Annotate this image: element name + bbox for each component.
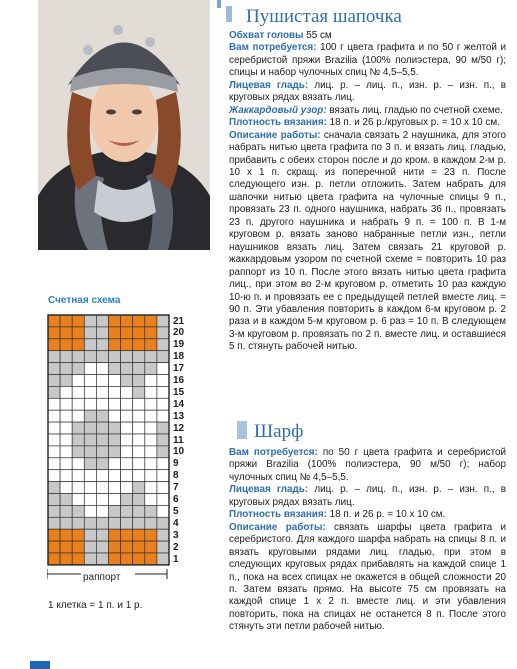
- chart-cell: [48, 363, 60, 375]
- chart-cell: [84, 339, 96, 351]
- chart-cell: [96, 494, 108, 506]
- chart-cell: [48, 505, 60, 517]
- chart-cell: [72, 446, 84, 458]
- hat-title: Пушистая шапочка: [246, 6, 402, 27]
- chart-cell: [48, 541, 60, 553]
- chart-cell: [96, 339, 108, 351]
- chart-cell: [84, 398, 96, 410]
- chart-cell: [48, 410, 60, 422]
- hat-paragraph-text: 100 г цвета графита и по 50 г желтой и серебристой пряжи Brazilia (100% полиэстера, 90 м/50 г); спицы и набор чулочных спиц № 4,5–5,5.: [229, 42, 507, 79]
- chart-row-number: 1: [173, 553, 179, 565]
- chart-cell: [84, 375, 96, 387]
- chart-cell: [60, 410, 72, 422]
- chart-cell: [109, 529, 121, 541]
- chart-cell: [84, 363, 96, 375]
- chart-cell: [84, 494, 96, 506]
- chart-cell: [121, 315, 133, 327]
- chart-cell: [121, 434, 133, 446]
- chart-cell: [109, 327, 121, 339]
- chart-cell: [72, 386, 84, 398]
- chart-cell: [60, 529, 72, 541]
- chart-row-number: 10: [173, 446, 185, 458]
- chart-cell: [133, 458, 145, 470]
- scarf-title-accent: [237, 421, 247, 439]
- chart-cell: [96, 505, 108, 517]
- chart-cell: [157, 494, 169, 506]
- chart-cell: [157, 327, 169, 339]
- chart-cell: [109, 434, 121, 446]
- chart-cell: [84, 458, 96, 470]
- chart-cell: [48, 315, 60, 327]
- chart-cell: [60, 434, 72, 446]
- chart-cell: [96, 529, 108, 541]
- chart-cell: [133, 553, 145, 565]
- chart-cell: [60, 386, 72, 398]
- chart-cell: [84, 529, 96, 541]
- chart-cell: [72, 410, 84, 422]
- chart-cell: [157, 470, 169, 482]
- chart-cell: [133, 339, 145, 351]
- chart-cell: [96, 541, 108, 553]
- chart-cell: [145, 386, 157, 398]
- chart-cell: [48, 422, 60, 434]
- chart-cell: [145, 339, 157, 351]
- chart-cell: [157, 386, 169, 398]
- chart-cell: [109, 517, 121, 529]
- chart-cell: [84, 482, 96, 494]
- chart-cell: [145, 363, 157, 375]
- chart-cell: [133, 517, 145, 529]
- chart-cell: [72, 505, 84, 517]
- chart-cell: [145, 327, 157, 339]
- chart-cell: [84, 327, 96, 339]
- chart-cell: [96, 470, 108, 482]
- chart-cell: [121, 482, 133, 494]
- chart-cell: [109, 315, 121, 327]
- chart-cell: [84, 446, 96, 458]
- hat-paragraph-label: Обхват головы: [229, 30, 304, 41]
- hat-paragraph-label: Плотность вязания:: [229, 117, 327, 129]
- chart-cell: [60, 458, 72, 470]
- chart-cell: [109, 422, 121, 434]
- chart-cell: [84, 470, 96, 482]
- chart-row-number: 19: [173, 339, 185, 351]
- chart-cell: [145, 529, 157, 541]
- chart-cell: [60, 505, 72, 517]
- chart-cell: [72, 363, 84, 375]
- chart-cell: [72, 553, 84, 565]
- scarf-paragraph-label: Плотность вязания:: [229, 509, 327, 521]
- chart-cell: [157, 422, 169, 434]
- chart-cell: [133, 351, 145, 363]
- chart-cell: [72, 398, 84, 410]
- chart-cell: [96, 375, 108, 387]
- chart-cell: [121, 553, 133, 565]
- chart-cell: [121, 351, 133, 363]
- hat-paragraph: [229, 80, 506, 105]
- chart-cell: [48, 529, 60, 541]
- chart-cell: [133, 470, 145, 482]
- chart-cell: [157, 482, 169, 494]
- chart-cell: [60, 327, 72, 339]
- chart-cell: [96, 315, 108, 327]
- scarf-paragraph-text: по 50 г цвета графита и серебристой пряжи Brazilia (100% полиэстера, 90 м/50 г); набор чулочных спиц № 4,5–5,5.: [229, 447, 506, 483]
- chart-cell: [96, 446, 108, 458]
- hat-paragraph-label: Лицевая гладь:: [229, 79, 309, 91]
- chart-cell: [48, 470, 60, 482]
- chart-cell: [121, 398, 133, 410]
- chart-cell: [157, 458, 169, 470]
- chart-cell: [96, 517, 108, 529]
- chart-cell: [109, 446, 121, 458]
- scarf-paragraph: [229, 447, 506, 484]
- hat-paragraph: [229, 117, 506, 129]
- chart-cell: [48, 327, 60, 339]
- chart-cell: [145, 505, 157, 517]
- chart-cell: [109, 482, 121, 494]
- chart-cell: [145, 470, 157, 482]
- hat-paragraph: [229, 42, 506, 79]
- hat-paragraph-text: 55 см: [303, 30, 332, 41]
- chart-cell: [133, 505, 145, 517]
- chart-row-number: 5: [173, 505, 179, 517]
- hat-paragraph-label: Описание работы:: [229, 129, 321, 141]
- chart-cell: [145, 446, 157, 458]
- chart-cell: [96, 422, 108, 434]
- hat-paragraph: [229, 30, 506, 42]
- chart-cell: [72, 458, 84, 470]
- chart-cell: [48, 339, 60, 351]
- chart-cell: [157, 398, 169, 410]
- chart-cell: [157, 410, 169, 422]
- scarf-paragraph-label: Лицевая гладь:: [229, 484, 309, 496]
- chart-cell: [145, 398, 157, 410]
- chart-row-number: 11: [173, 434, 184, 446]
- chart-cell: [84, 315, 96, 327]
- chart-cell: [72, 494, 84, 506]
- chart-cell: [48, 375, 60, 387]
- chart-cell: [60, 446, 72, 458]
- chart-cell: [157, 375, 169, 387]
- hat-paragraph: [229, 105, 506, 117]
- hat-instructions: [229, 30, 506, 354]
- chart-cell: [96, 351, 108, 363]
- chart-cell: [121, 375, 133, 387]
- chart-cell: [72, 541, 84, 553]
- scarf-paragraph-text: лиц. р. – лиц. п., изн. р. – изн. п., в круговых рядах вязать лиц.: [229, 484, 506, 508]
- chart-cell: [121, 422, 133, 434]
- chart-cell: [121, 529, 133, 541]
- chart-cell: [121, 327, 133, 339]
- chart-cell: [60, 351, 72, 363]
- chart-cell: [133, 410, 145, 422]
- chart-row-number: 20: [173, 327, 185, 339]
- chart-cell: [84, 553, 96, 565]
- chart-cell: [109, 363, 121, 375]
- hat-paragraph-text: 18 п. и 26 р./круговых р. = 10 х 10 см.: [326, 117, 500, 129]
- chart-cell: [157, 339, 169, 351]
- chart-cell: [60, 482, 72, 494]
- chart-cell: [72, 482, 84, 494]
- chart-cell: [48, 458, 60, 470]
- chart-cell: [72, 434, 84, 446]
- chart-cell: [145, 553, 157, 565]
- chart-cell: [157, 363, 169, 375]
- chart-cell: [157, 553, 169, 565]
- chart-cell: [145, 351, 157, 363]
- scarf-paragraph-text: связать шарфы цвета графита и серебристого. Для каждого шарфа набрать на спицы 8 п. и вязать круговыми рядами лиц. гладью, при этом в следующих круговых рядах прибавлять на каждой спице 1 п., пока на всех спицах не окажется в общей сложности 20 п. Затем вязать прямо. На высоте 75 см провязать на каждой спице 1 х 2 п. вместе лиц. и эти убавления повторить, пока на спицах не останется 8 п. После этого стянуть эти петли рабочей нитью.: [229, 521, 507, 633]
- chart-cell: [157, 434, 169, 446]
- scarf-title: Шарф: [254, 421, 304, 442]
- chart-cell: [133, 422, 145, 434]
- chart-cell: [60, 517, 72, 529]
- chart-cell: [60, 315, 72, 327]
- page-marker: [217, 0, 221, 8]
- scarf-paragraph: [229, 509, 506, 521]
- chart-cell: [157, 541, 169, 553]
- chart-cell: [145, 494, 157, 506]
- chart-row-number: 14: [173, 398, 185, 410]
- chart-cell: [96, 363, 108, 375]
- chart-cell: [60, 398, 72, 410]
- chart-cell: [133, 363, 145, 375]
- chart-cell: [133, 494, 145, 506]
- chart-cell: [109, 470, 121, 482]
- chart-cell: [84, 410, 96, 422]
- chart-cell: [121, 446, 133, 458]
- hat-paragraph-label: Вам потребуется:: [229, 42, 317, 54]
- chart-cell: [133, 398, 145, 410]
- hat-paragraph-text: вязать лиц. гладью по счетной схеме.: [326, 104, 503, 116]
- chart-cell: [121, 541, 133, 553]
- chart-cell: [157, 315, 169, 327]
- chart-cell: [72, 529, 84, 541]
- chart-cell: [60, 541, 72, 553]
- chart-legend: 1 клетка = 1 п. и 1 р.: [48, 600, 143, 611]
- chart-cell: [157, 517, 169, 529]
- chart-cell: [72, 517, 84, 529]
- chart-cell: [145, 482, 157, 494]
- chart-cell: [96, 434, 108, 446]
- chart-cell: [133, 529, 145, 541]
- chart-cell: [145, 315, 157, 327]
- chart-cell: [157, 529, 169, 541]
- scarf-instructions: [229, 447, 506, 634]
- chart-cell: [121, 517, 133, 529]
- model-photo: [38, 0, 210, 250]
- chart-cell: [121, 410, 133, 422]
- scarf-paragraph: [229, 522, 506, 634]
- chart-cell: [48, 553, 60, 565]
- chart-row-number: 6: [173, 494, 179, 505]
- chart-cell: [121, 470, 133, 482]
- chart-cell: [121, 494, 133, 506]
- rapport-label: раппорт: [83, 572, 121, 583]
- chart-cell: [133, 375, 145, 387]
- chart-cell: [96, 386, 108, 398]
- chart-cell: [133, 315, 145, 327]
- hat-paragraph-label: Жаккардовый узор:: [229, 104, 327, 116]
- chart-row-number: 13: [173, 410, 185, 422]
- scarf-paragraph: [229, 484, 506, 509]
- chart-row-number: 21: [173, 315, 185, 327]
- chart-cell: [109, 410, 121, 422]
- chart-cell: [109, 541, 121, 553]
- chart-row-number: 7: [173, 482, 179, 494]
- chart-cell: [133, 434, 145, 446]
- page-corner-marker: [30, 661, 50, 669]
- chart-cell: [145, 375, 157, 387]
- chart-cell: [48, 517, 60, 529]
- chart-cell: [60, 422, 72, 434]
- chart-row-number: 15: [173, 386, 185, 398]
- chart-cell: [72, 470, 84, 482]
- chart-cell: [84, 434, 96, 446]
- hat-paragraph: [229, 130, 506, 354]
- woman-in-hat-image: [38, 0, 210, 250]
- chart-cell: [60, 470, 72, 482]
- chart-row-number: 8: [173, 470, 179, 482]
- chart-cell: [121, 363, 133, 375]
- chart-cell: [84, 517, 96, 529]
- chart-cell: [121, 386, 133, 398]
- scarf-paragraph-text: 18 п. и 26 р. = 10 х 10 см.: [326, 509, 446, 521]
- chart-cell: [109, 339, 121, 351]
- chart-cell: [48, 386, 60, 398]
- chart-cell: [72, 327, 84, 339]
- chart-cell: [109, 386, 121, 398]
- chart-cell: [109, 505, 121, 517]
- chart-row-number: 9: [173, 458, 179, 470]
- chart-cell: [157, 446, 169, 458]
- chart-cell: [72, 339, 84, 351]
- chart-row-number: 3: [173, 529, 179, 541]
- chart-row-number: 4: [173, 517, 179, 529]
- chart-cell: [109, 351, 121, 363]
- chart-cell: [48, 351, 60, 363]
- chart-cell: [145, 541, 157, 553]
- chart-cell: [72, 375, 84, 387]
- chart-cell: [60, 494, 72, 506]
- chart-cell: [96, 410, 108, 422]
- chart-cell: [145, 517, 157, 529]
- chart-cell: [60, 339, 72, 351]
- chart-cell: [72, 315, 84, 327]
- chart-cell: [145, 422, 157, 434]
- chart-cell: [72, 351, 84, 363]
- hat-paragraph-text: сначала связать 2 наушника, для этого набрать нитью цвета графита по 3 п. и вязать лиц. гладью, прибавить с обеих сторон после и до кром. в каждом 2-м р. 10 х 1 п. скращ. из поперечной нити = 23 п. После следующего изн. р. петли отложить. Затем набрать для шапочки нитью цвета графита на чулочные спицы 9 п., провязать 23 п. одного наушника, набрать 36 п., провязать 23 п. другого наушника и набрать 9 п. = 100 п. В 1-м круговом р. вязать заново набранные петли изн., петли наушников вязать лиц. Затем связать 21 круговой р. жаккардовым узором по счетной схеме = повторить 10 раз раппорт из 10 п. После этого вязать нитью цвета графита лиц., при этом во 2-м круговом р. отметить 10 раз каждую 10-ю п. и провязать ее с предыдущей петлей вместе лиц. = 90 п. Эти убавления повторить в каждом 6-м круговом р. 2 раза и в каждом 5-м круговом р. 6 раз = 10 п. В следующем 3-м круговом р. провязать по 2 п. вместе лиц. и оставшиеся 5 п. стянуть рабочей нитью.: [229, 129, 506, 353]
- chart-cell: [96, 398, 108, 410]
- chart-cell: [109, 494, 121, 506]
- chart-cell: [121, 458, 133, 470]
- chart-cell: [145, 434, 157, 446]
- chart-row-number: 2: [173, 541, 179, 553]
- hat-paragraph-text: лиц. р. – лиц. п., изн. р. – изн. п., в круговых рядах вязать лиц.: [229, 79, 506, 104]
- chart-cell: [48, 494, 60, 506]
- chart-cell: [48, 482, 60, 494]
- chart-title: Счетная схема: [48, 295, 121, 306]
- chart-cell: [84, 505, 96, 517]
- chart-cell: [109, 553, 121, 565]
- scarf-paragraph-label: Описание работы:: [229, 521, 326, 533]
- chart-cell: [109, 458, 121, 470]
- chart-cell: [96, 458, 108, 470]
- chart-cell: [60, 553, 72, 565]
- chart-cell: [145, 410, 157, 422]
- chart-cell: [96, 553, 108, 565]
- chart-cell: [133, 541, 145, 553]
- chart-cell: [84, 386, 96, 398]
- chart-cell: [145, 458, 157, 470]
- chart-row-number: 18: [173, 351, 185, 363]
- chart-cell: [48, 446, 60, 458]
- chart-cell: [133, 327, 145, 339]
- chart-cell: [109, 375, 121, 387]
- chart-cell: [133, 446, 145, 458]
- knitting-chart: [47, 314, 173, 566]
- chart-cell: [48, 434, 60, 446]
- chart-cell: [96, 327, 108, 339]
- chart-cell: [48, 398, 60, 410]
- chart-row-number: 16: [173, 375, 185, 386]
- chart-row-number: 17: [173, 363, 185, 375]
- chart-cell: [60, 375, 72, 387]
- chart-cell: [157, 505, 169, 517]
- chart-row-number: 12: [173, 422, 185, 434]
- chart-cell: [96, 482, 108, 494]
- chart-cell: [157, 351, 169, 363]
- title-accent-bar: [226, 6, 232, 22]
- chart-cell: [133, 386, 145, 398]
- chart-cell: [121, 505, 133, 517]
- chart-cell: [109, 398, 121, 410]
- chart-cell: [84, 541, 96, 553]
- chart-cell: [133, 482, 145, 494]
- chart-cell: [72, 422, 84, 434]
- chart-cell: [84, 351, 96, 363]
- chart-cell: [84, 422, 96, 434]
- chart-cell: [121, 339, 133, 351]
- scarf-paragraph-label: Вам потребуется:: [229, 447, 318, 458]
- chart-cell: [60, 363, 72, 375]
